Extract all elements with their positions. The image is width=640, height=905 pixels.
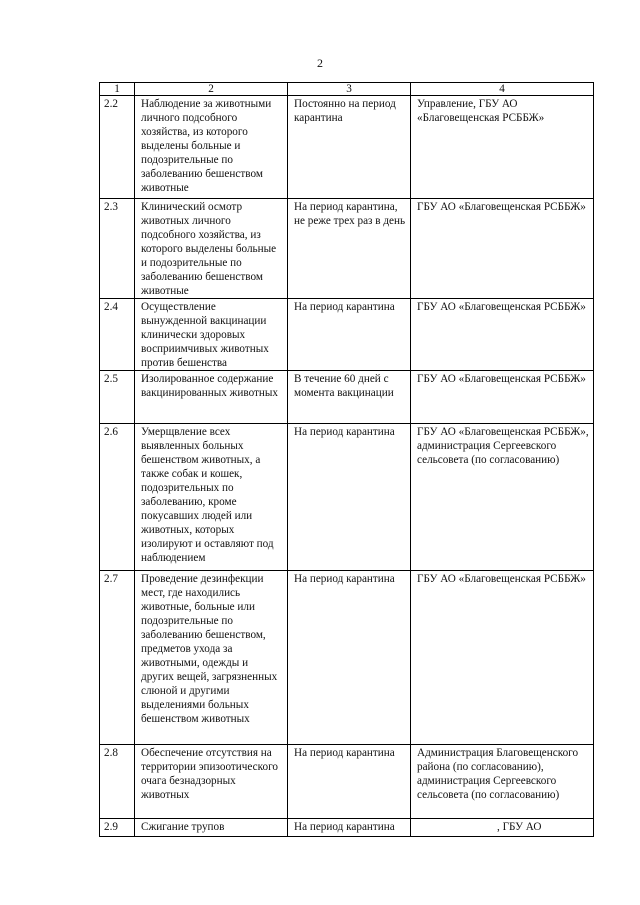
row-responsible: Администрация Благовещенского района (по согласованию), администрация Сергеевского сельсовета (по согласованию) [411, 745, 594, 819]
table-row [100, 199, 594, 299]
row-responsible: ГБУ АО «Благовещенская РСББЖ» [411, 299, 594, 371]
row-responsible: ГБУ АО «Благовещенская РСББЖ» [411, 571, 594, 745]
row-period: В течение 60 дней с момента вакцинации [288, 371, 411, 424]
row-responsible: Управление, ГБУ АО «Благовещенская РСББЖ» [411, 96, 594, 199]
row-action: Сжигание трупов [135, 819, 288, 837]
row-period: На период карантина [288, 571, 411, 745]
row-number: 2.9 [100, 819, 135, 837]
row-action: Умерщвление всех выявленных больных бешенством животных, а также собак и кошек, подозрительных по заболеванию, кроме покусавших людей или животных, которых изолируют и оставляют под наблюдением [135, 424, 288, 571]
row-action: Наблюдение за животными личного подсобного хозяйства, из которого выделены больные и подозрительные по заболеванию бешенством животные [135, 96, 288, 199]
row-period: На период карантина [288, 819, 411, 837]
row-action: Обеспечение отсутствия на территории эпизоотического очага безнадзорных животных [135, 745, 288, 819]
column-header: 2 [135, 83, 288, 96]
row-period: На период карантина [288, 745, 411, 819]
table-row [100, 424, 594, 571]
row-period: На период карантина [288, 424, 411, 571]
column-header: 3 [288, 83, 411, 96]
table-row [100, 571, 594, 745]
row-action: Осуществление вынужденной вакцинации клинически здоровых восприимчивых животных против бешенства [135, 299, 288, 371]
row-number: 2.5 [100, 371, 135, 424]
row-period: На период карантина, не реже трех раз в день [288, 199, 411, 299]
table-row [100, 819, 594, 837]
table-row [100, 299, 594, 371]
row-action: Изолированное содержание вакцинированных животных [135, 371, 288, 424]
table-row [100, 371, 594, 424]
measures-table [99, 82, 594, 837]
column-header: 1 [100, 83, 135, 96]
row-responsible-cell [411, 819, 594, 837]
row-responsible: ГБУ АО «Благовещенская РСББЖ» [411, 199, 594, 299]
row-number: 2.4 [100, 299, 135, 371]
row-action: Проведение дезинфекции мест, где находились животные, больные или подозрительные по заболеванию бешенством, предметов ухода за животными, одежды и других вещей, загрязненных слюной и другими выделениями больных бешенством животных [135, 571, 288, 745]
page-number: 2 [317, 56, 323, 70]
table-row [100, 96, 594, 199]
table-header-row [100, 83, 594, 96]
row-number: 2.6 [100, 424, 135, 571]
table-row [100, 745, 594, 819]
row-period: На период карантина [288, 299, 411, 371]
row-number: 2.2 [100, 96, 135, 199]
row-number: 2.8 [100, 745, 135, 819]
column-header: 4 [411, 83, 594, 96]
row-responsible: ГБУ АО «Благовещенская РСББЖ» [411, 371, 594, 424]
row-number: 2.7 [100, 571, 135, 745]
row-number: 2.3 [100, 199, 135, 299]
row-responsible: , ГБУ АО [497, 821, 542, 833]
row-responsible: ГБУ АО «Благовещенская РСББЖ», администрация Сергеевского сельсовета (по согласованию) [411, 424, 594, 571]
row-action: Клинический осмотр животных личного подсобного хозяйства, из которого выделены больные и подозрительные по заболеванию бешенством животные [135, 199, 288, 299]
row-period: Постоянно на период карантина [288, 96, 411, 199]
